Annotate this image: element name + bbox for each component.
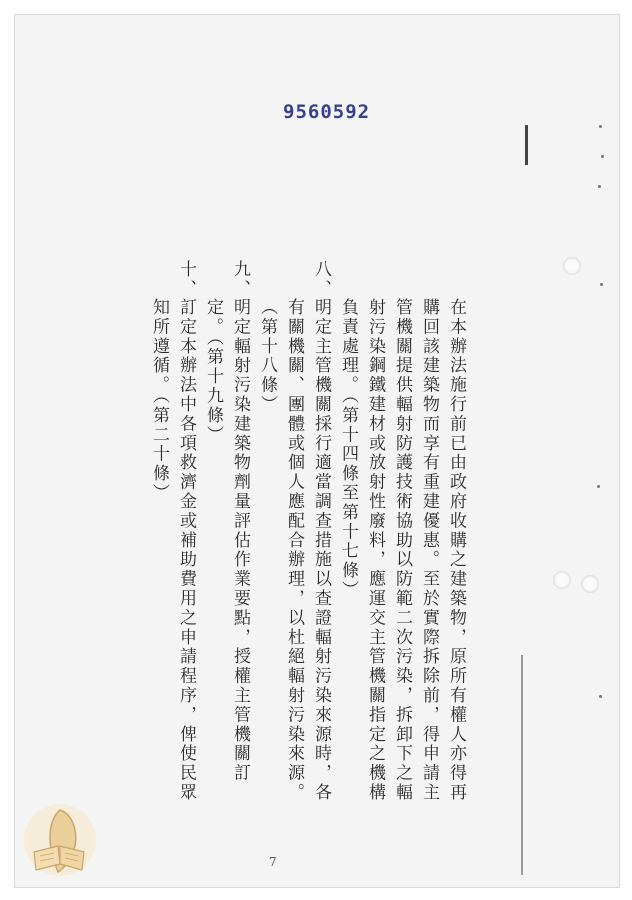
- text-column: 知所遵循。（第二十條）: [149, 298, 169, 503]
- punch-hole: [563, 257, 581, 275]
- binding-dot: [597, 485, 600, 488]
- text-column: 管機關提供輻射防護技術協助以防範二次污染，拆卸下之輻: [392, 298, 412, 803]
- serial-number: 9560592: [283, 101, 371, 123]
- taiwan-map-logo-icon: [20, 800, 100, 880]
- item-8-text: 明定主管機關採行適當調查措施以查證輻射污染來源時，各: [311, 298, 331, 803]
- item-8-marker: 八、: [311, 260, 331, 299]
- text-column: 負責處理。（第十四條至第十七條）: [338, 298, 358, 600]
- document-page: [14, 14, 620, 888]
- item-10-text: 訂定本辦法中各項救濟金或補助費用之申請程序，俾使民眾: [176, 298, 196, 803]
- text-column: 定。（第十九條）: [203, 298, 223, 445]
- binding-dot: [601, 155, 604, 158]
- punch-hole: [553, 571, 571, 589]
- text-column: 購回該建築物而享有重建優惠。至於實際拆除前，得申請主: [419, 298, 439, 803]
- text-column: 有關機關、團體或個人應配合辦理，以杜絕輻射污染來源。: [284, 298, 304, 803]
- text-column: （第十八條）: [257, 298, 277, 415]
- binding-mark: [525, 125, 528, 165]
- item-10-marker: 十、: [176, 260, 196, 299]
- text-column: 射污染鋼鐵建材或放射性廢料，應運交主管機關指定之機構: [365, 298, 385, 803]
- binding-dot: [599, 695, 602, 698]
- item-9-marker: 九、: [230, 260, 250, 299]
- binding-dot: [600, 283, 603, 286]
- item-9-text: 明定輻射污染建築物劑量評估作業要點，授權主管機關訂: [230, 298, 250, 783]
- text-column: 在本辦法施行前已由政府收購之建築物，原所有權人亦得再: [446, 298, 466, 803]
- binding-mark: [521, 655, 523, 875]
- binding-dot: [598, 185, 601, 188]
- punch-hole: [581, 575, 599, 593]
- page-number: 7: [269, 855, 277, 869]
- binding-dot: [599, 125, 602, 128]
